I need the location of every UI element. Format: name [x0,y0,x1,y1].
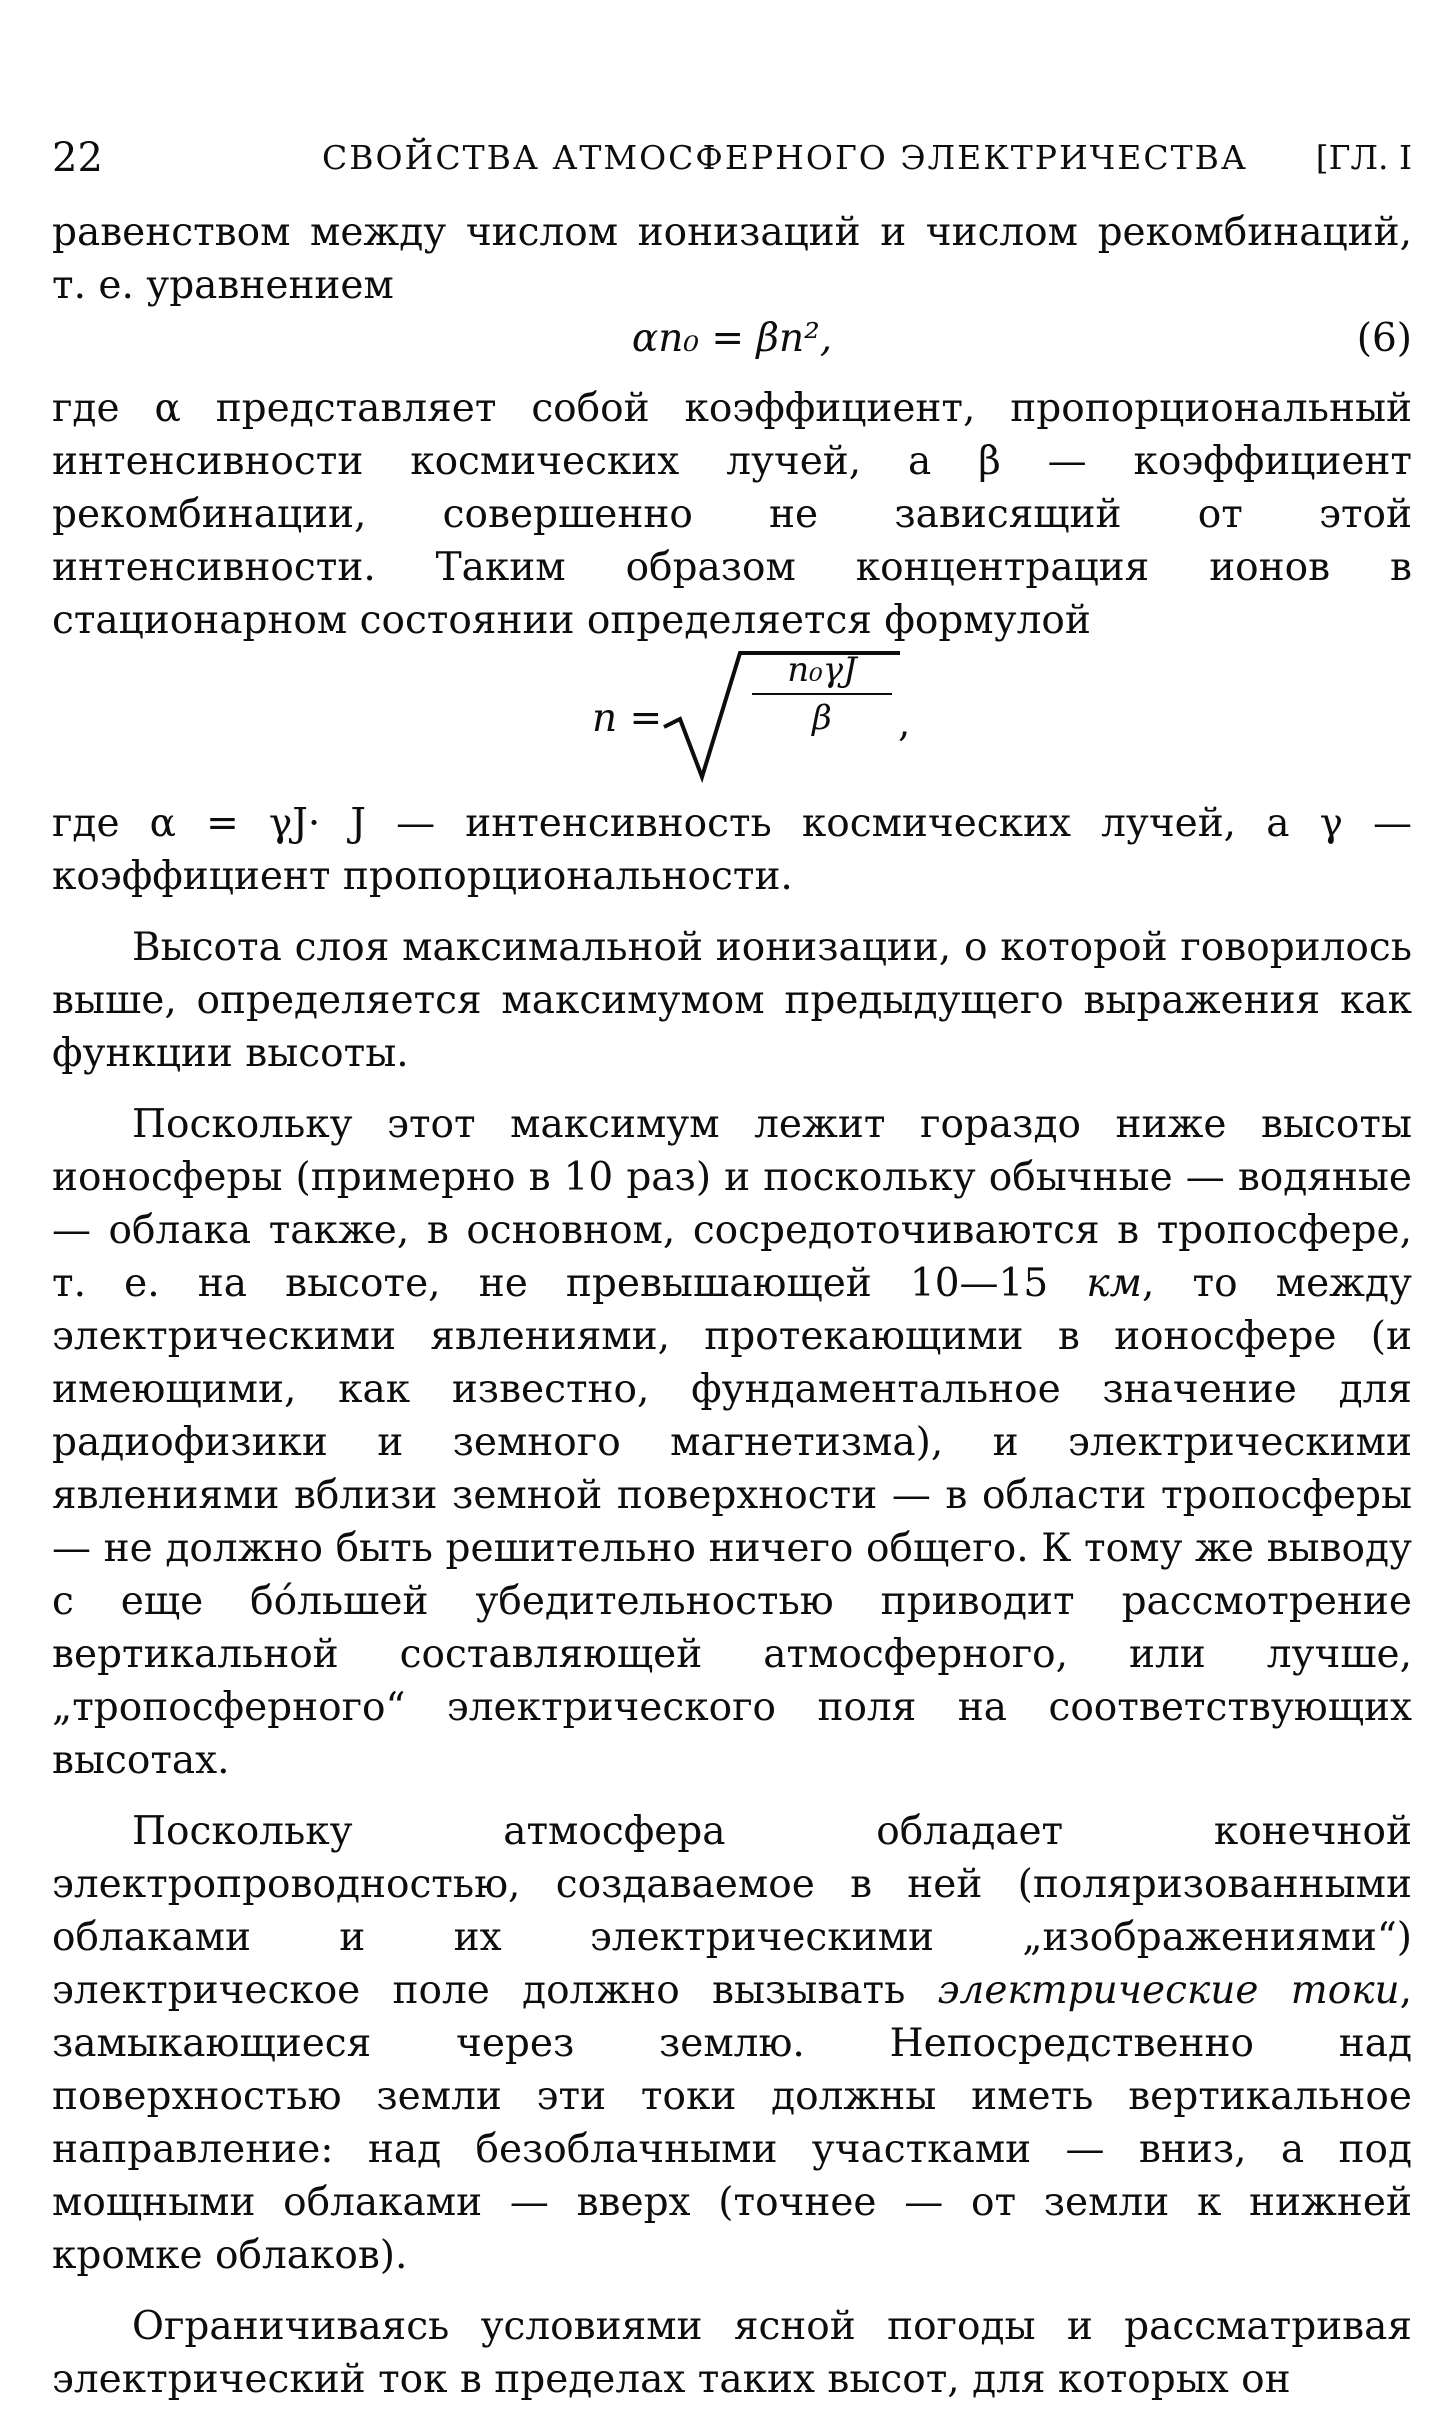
equation-6-expression: αn₀ = βn², [631,316,833,361]
paragraph-since-part2: , то между электрическими явлениями, протекающими в ионосфере (и имеющими, как известно, фундаментальное значение для радиофизики и земного магнетизма), и электрическими явлениями вблизи земной поверхности — в области тропосферы — не должно быть решительно ничего общего. К тому же выводу с еще бóльшей убедительностью приводит рассмотрение вертикальной составляющей атмосферного, или лучше, „тропосферного“ электрического поля на соответствующих высотах. [52,1261,1413,1783]
unit-km: км [1086,1261,1142,1306]
paragraph-since [52,1098,1412,1787]
running-title: СВОЙСТВА АТМОСФЕРНОГО ЭЛЕКТРИЧЕСТВА [322,138,1248,177]
paragraph-atmosphere [52,1805,1412,2282]
equation-n-numerator: n₀γJ [752,647,892,695]
paragraph-atmosphere-part2: , замыкающиеся через землю. Непосредственно над поверхностью земли эти токи должны иметь вертикальное направление: над безоблачными участками — вниз, а под мощными облаками — вверх (точнее — от земли к нижней кромке облаков). [52,1968,1413,2278]
page-number: 22 [52,135,103,181]
running-header [52,128,1412,188]
paragraph-last: Ограничиваясь условиями ясной погоды и рассматривая электрический ток в пределах таких высот, для которых он [52,2304,1412,2402]
equation-6 [52,312,1412,382]
equation-n-denominator: β [812,698,832,738]
equation-n [52,647,1412,797]
paragraph-since-part1: Поскольку этот максимум лежит гораздо ниже высоты ионосферы (примерно в 10 раз) и поскольку обычные — водяные — облака также, в основном, сосредоточиваются в тропосфере, т. е. на высоте, не превышающей 10—15 [52,1102,1412,1306]
paragraph-alpha: где α представляет собой коэффициент, пропорциональный интенсивности космических лучей, а β — коэффициент рекомбинации, совершенно не зависящий от этой интенсивности. Таким образом концентрация ионов в стационарном состоянии определяется формулой [52,386,1412,643]
equation-n-comma: , [898,701,911,746]
intro-text: равенством между числом ионизаций и числом рекомбинаций, т. е. уравнением [52,210,1412,308]
equation-n-lhs: n = [592,696,663,741]
chapter-marker: [ГЛ. I [1315,138,1412,177]
paragraph-height: Высота слоя максимальной ионизации, о которой говорилось выше, определяется максимумом предыдущего выражения как функции высоты. [52,925,1412,1076]
paragraph-atmosphere-part1: Поскольку атмосфера обладает конечной электропроводностью, создаваемое в ней (поляризованными облаками и их электрическими „изображениями“) электрическое поле должно вызывать [52,1809,1412,2013]
equation-6-label: (6) [1356,316,1412,361]
book-page [52,128,1412,2406]
equation-n-fraction [752,647,892,741]
term-electric-currents: электрические токи [937,1968,1400,2013]
paragraph-where: где α = γJ· J — интенсивность космических лучей, а γ — коэффициент пропорциональности. [52,801,1412,899]
